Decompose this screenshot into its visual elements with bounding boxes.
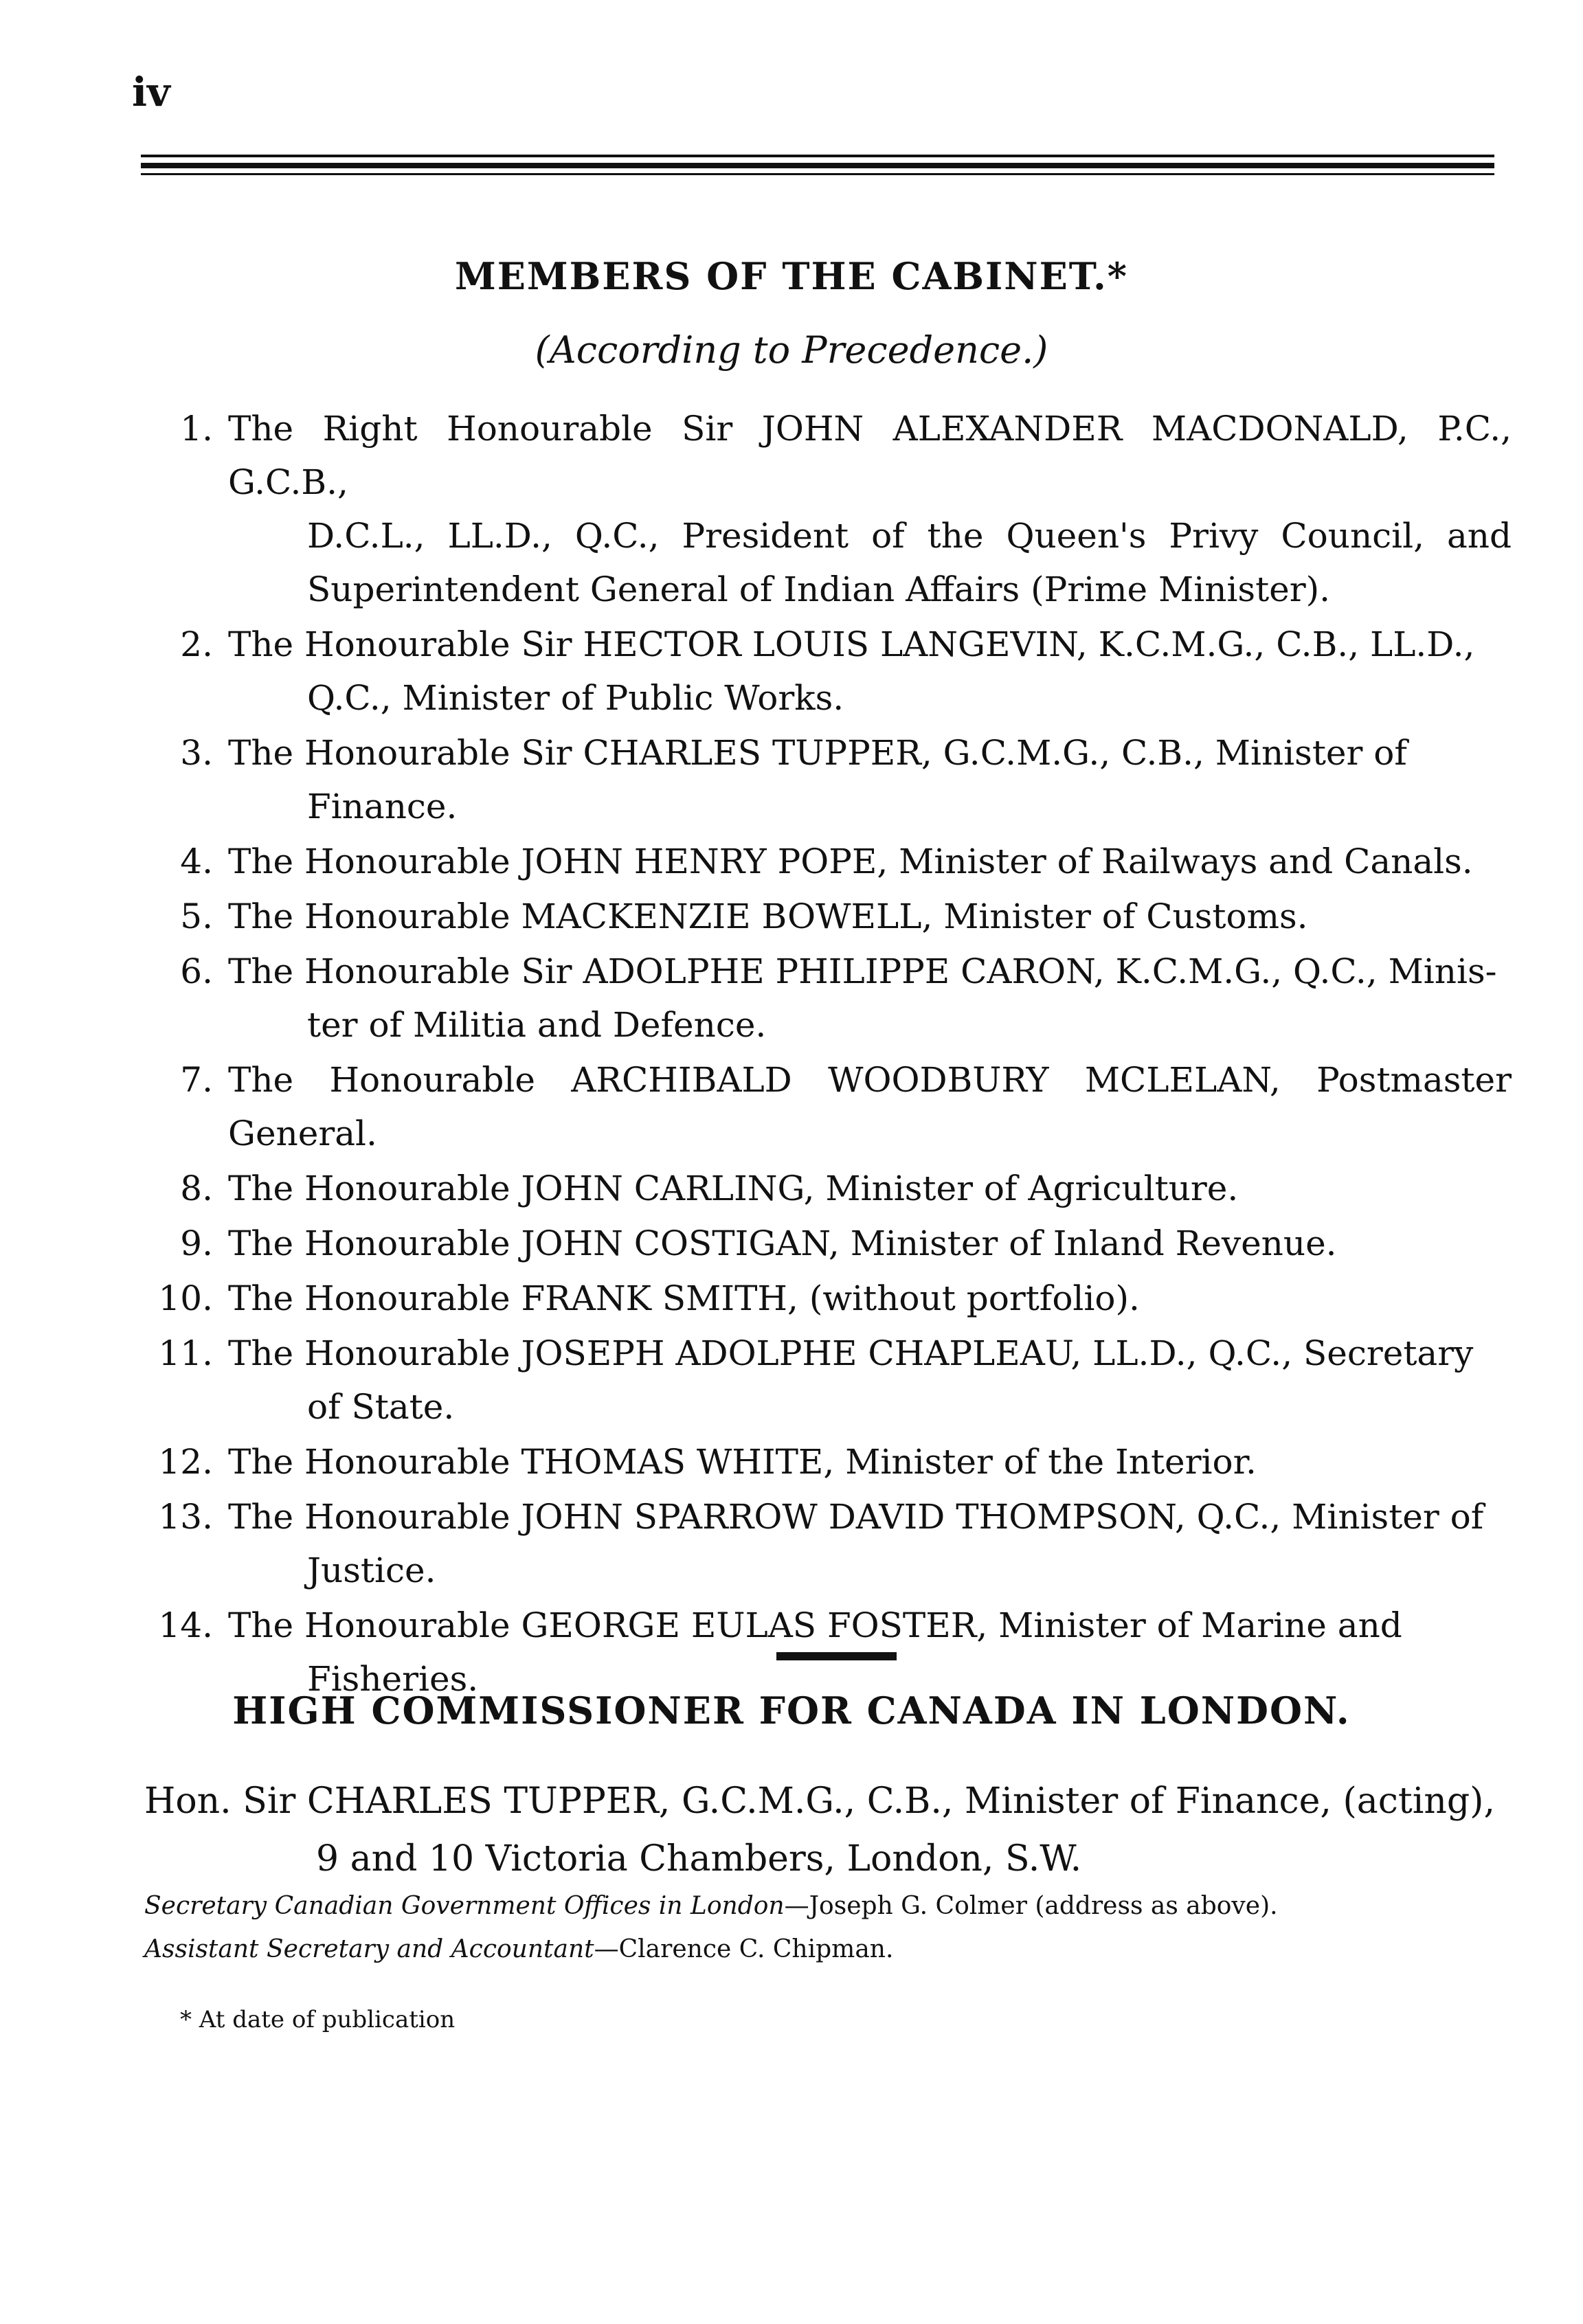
member-first-line: The Honourable MACKENZIE BOWELL, Minister of Customs. — [228, 896, 1308, 936]
header-rule-thick — [141, 163, 1494, 168]
assistant-name: —Clarence C. Chipman. — [594, 1935, 894, 1963]
member-text — [228, 1327, 1512, 1434]
member-continuation: Finance. — [307, 787, 458, 826]
assistant-role: Assistant Secretary and Accountant — [144, 1935, 594, 1963]
member-text — [228, 1435, 1512, 1489]
member-continuation: Q.C., Minister of Public Works. — [307, 678, 844, 718]
member-first-line: The Honourable GEORGE EULAS FOSTER, Minister of Marine and — [228, 1605, 1402, 1645]
cabinet-members-list — [144, 402, 1512, 1707]
cabinet-title: MEMBERS OF THE CABINET.* — [454, 254, 1129, 298]
member-number: 13. — [158, 1497, 213, 1537]
member-text — [228, 1272, 1512, 1325]
member-number: 10. — [158, 1278, 213, 1318]
member-number: 2. — [180, 624, 213, 664]
member-text — [228, 1053, 1512, 1160]
member-first-line: The Honourable ARCHIBALD WOODBURY MCLELAN, Postmaster General. — [228, 1060, 1512, 1153]
cabinet-member — [144, 835, 1512, 888]
member-number: 14. — [158, 1605, 213, 1645]
member-text — [228, 890, 1512, 943]
member-number: 11. — [158, 1333, 213, 1373]
member-text — [228, 618, 1512, 725]
member-first-line: The Honourable Sir ADOLPHE PHILIPPE CARON, K.C.M.G., Q.C., Minis- — [228, 951, 1497, 991]
secretary-line — [144, 1886, 1512, 1927]
assistant-line — [144, 1929, 1512, 1970]
section-divider — [776, 1652, 897, 1660]
cabinet-member — [144, 1490, 1512, 1597]
header-rule-thin — [141, 173, 1494, 175]
member-continuation: of State. — [307, 1387, 455, 1427]
high-commissioner-title: HIGH COMMISSIONER FOR CANADA IN LONDON. — [232, 1689, 1351, 1733]
footnote: * At date of publication — [180, 2006, 456, 2033]
member-number: 8. — [180, 1169, 213, 1208]
high-commissioner-address: 9 and 10 Victoria Chambers, London, S.W. — [316, 1838, 1082, 1880]
member-text — [228, 1217, 1512, 1270]
member-text — [228, 945, 1512, 1052]
cabinet-member — [144, 1053, 1512, 1160]
member-number: 7. — [180, 1060, 213, 1100]
member-number: 6. — [180, 951, 213, 991]
cabinet-member — [144, 726, 1512, 833]
secretary-name: —Joseph G. Colmer (address as above). — [784, 1892, 1278, 1920]
cabinet-member — [144, 1162, 1512, 1215]
member-number: 5. — [180, 896, 213, 936]
header-rule — [141, 155, 1494, 157]
member-continuation: ter of Militia and Defence. — [307, 1005, 767, 1045]
member-continuation: Justice. — [307, 1550, 436, 1590]
member-text — [228, 1162, 1512, 1215]
member-text — [228, 726, 1512, 833]
member-text — [228, 1490, 1512, 1597]
member-number: 12. — [158, 1442, 213, 1482]
page-number: iv — [132, 69, 170, 115]
member-first-line: The Honourable THOMAS WHITE, Minister of the Interior. — [228, 1442, 1257, 1482]
cabinet-member — [144, 402, 1512, 616]
member-first-line: The Honourable Sir HECTOR LOUIS LANGEVIN, K.C.M.G., C.B., LL.D., — [228, 624, 1475, 664]
member-first-line: The Honourable JOHN HENRY POPE, Minister of Railways and Canals. — [228, 842, 1473, 881]
member-first-line: The Honourable JOHN CARLING, Minister of Agriculture. — [228, 1169, 1239, 1208]
cabinet-member — [144, 1217, 1512, 1270]
cabinet-member — [144, 1327, 1512, 1434]
cabinet-member — [144, 945, 1512, 1052]
high-commissioner-entry — [144, 1772, 1512, 1888]
member-continuation: D.C.L., LL.D., Q.C., President of the Queen's Privy Council, and Superintendent General of Indian Affairs (Prime Minister). — [307, 516, 1512, 609]
member-continuation: Fisheries. — [307, 1659, 479, 1699]
member-text — [228, 402, 1512, 616]
cabinet-member — [144, 890, 1512, 943]
cabinet-member — [144, 618, 1512, 725]
member-text — [228, 835, 1512, 888]
member-number: 4. — [180, 842, 213, 881]
member-first-line: The Honourable JOSEPH ADOLPHE CHAPLEAU, LL.D., Q.C., Secretary — [228, 1333, 1474, 1373]
cabinet-member — [144, 1272, 1512, 1325]
cabinet-member — [144, 1435, 1512, 1489]
cabinet-subtitle: (According to Precedence.) — [535, 328, 1048, 372]
member-number: 9. — [180, 1223, 213, 1263]
member-first-line: The Honourable JOHN COSTIGAN, Minister of Inland Revenue. — [228, 1223, 1337, 1263]
secretary-role: Secretary Canadian Government Offices in London — [144, 1892, 785, 1920]
member-number: 3. — [180, 733, 213, 773]
member-first-line: The Honourable Sir CHARLES TUPPER, G.C.M.G., C.B., Minister of — [228, 733, 1407, 773]
member-first-line: The Honourable JOHN SPARROW DAVID THOMPSON, Q.C., Minister of — [228, 1497, 1484, 1537]
member-number: 1. — [180, 409, 213, 449]
member-first-line: The Right Honourable Sir JOHN ALEXANDER MACDONALD, P.C., G.C.B., — [228, 409, 1512, 502]
high-commissioner-line1: Hon. Sir CHARLES TUPPER, G.C.M.G., C.B., Minister of Finance, (acting), — [144, 1781, 1495, 1822]
member-first-line: The Honourable FRANK SMITH, (without portfolio). — [228, 1278, 1140, 1318]
